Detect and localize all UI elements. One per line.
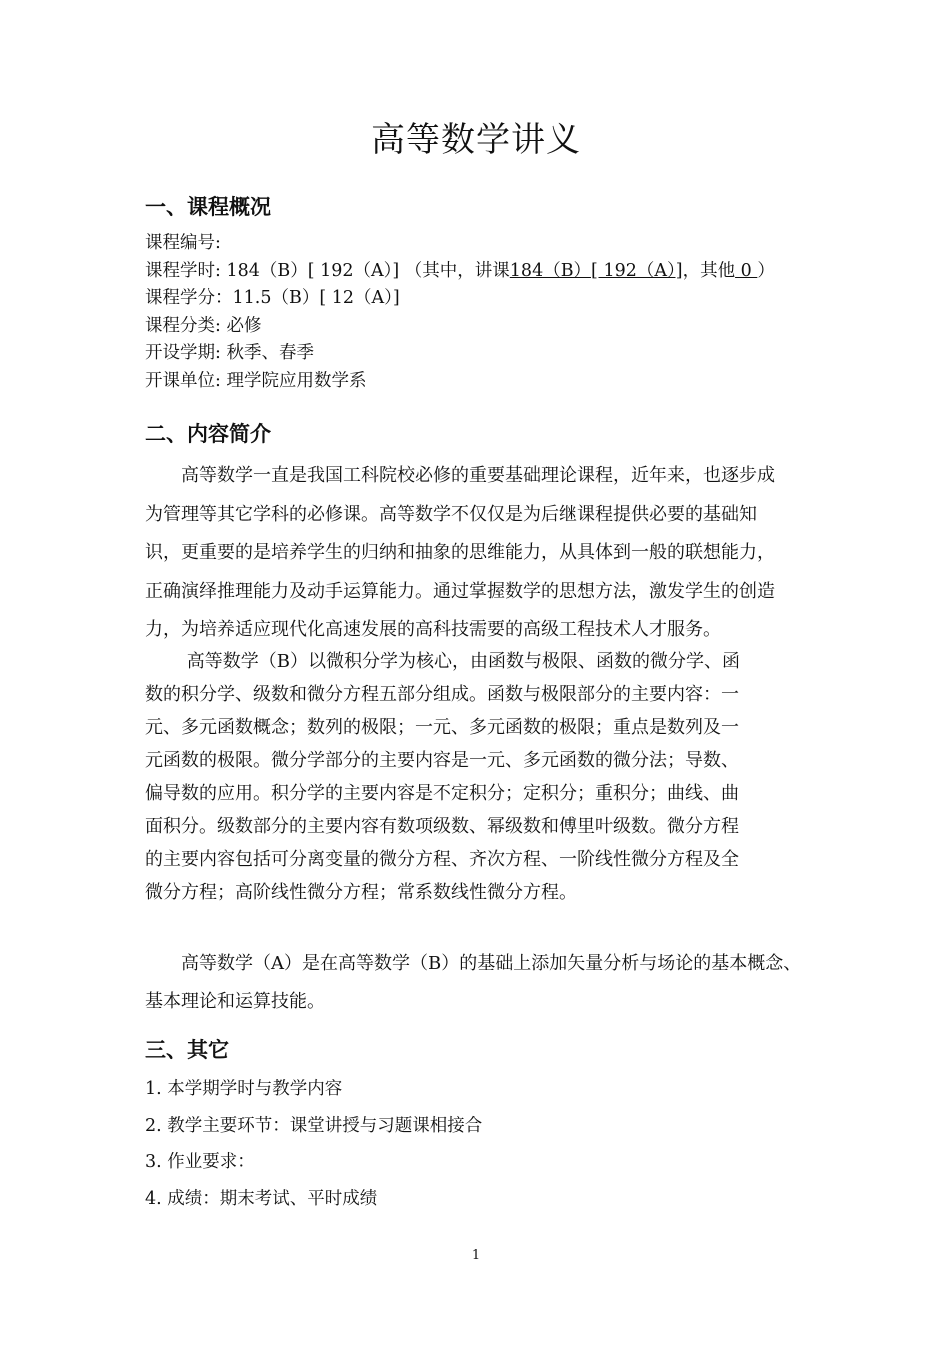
course-info xyxy=(145,230,775,395)
page-number: 1 xyxy=(471,1248,481,1263)
list-item: 3. 作业要求： xyxy=(145,1152,255,1172)
section-heading-overview: 一、课程概况 xyxy=(145,195,271,219)
text-line: 数的积分学、级数和微分方程五部分组成。函数与极限部分的主要内容：一 xyxy=(145,684,739,705)
text-line: 元函数的极限。微分学部分的主要内容是一元、多元函数的微分法；导数、 xyxy=(145,750,739,771)
text-line: 为管理等其它学科的必修课。高等数学不仅仅是为后继课程提供必要的基础知 xyxy=(145,503,757,525)
text-line: 偏导数的应用。积分学的主要内容是不定积分；定积分；重积分；曲线、曲 xyxy=(145,783,739,804)
course-credits: 课程学分：11.5（B）[ 12（A）] xyxy=(145,288,400,308)
summary-paragraph-1 xyxy=(145,457,775,650)
section-heading-other: 三、其它 xyxy=(145,1038,229,1062)
course-hours-suffix: ） xyxy=(757,260,775,281)
text-line: 元、多元函数概念；数列的极限；一元、多元函数的极限；重点是数列及一 xyxy=(145,717,739,738)
text-line: 识，更重要的是培养学生的归纳和抽象的思维能力，从具体到一般的联想能力， xyxy=(145,542,775,563)
other-list xyxy=(145,1071,482,1217)
section-heading-summary: 二、内容简介 xyxy=(145,422,271,446)
course-hours-mid: ，其他 xyxy=(682,260,736,281)
document-title: 高等数学讲义 xyxy=(371,120,581,160)
text-line: 力，为培养适应现代化高速发展的高科技需要的高级工程技术人才服务。 xyxy=(145,619,721,640)
list-item: 2. 教学主要环节：课堂讲授与习题课相接合 xyxy=(145,1115,483,1136)
list-item: 1. 本学期学时与教学内容 xyxy=(145,1079,343,1099)
course-code: 课程编号: xyxy=(145,233,221,253)
text-line: 正确演绎推理能力及动手运算能力。通过掌握数学的思想方法，激发学生的创造 xyxy=(145,580,775,602)
text-line: 的主要内容包括可分离变量的微分方程、齐次方程、一阶线性微分方程及全 xyxy=(145,849,739,870)
course-hours-prefix: 课程学时: 184（B）[ 192（A）] （其中，讲课 xyxy=(145,260,510,281)
summary-paragraph-2 xyxy=(145,645,740,909)
text-line: 高等数学一直是我国工科院校必修的重要基础理论课程，近年来，也逐步成 xyxy=(145,465,775,486)
course-hours xyxy=(145,258,775,286)
course-hours-lecture: 184（B）[ 192（A）] xyxy=(509,260,683,281)
text-line: 基本理论和运算技能。 xyxy=(145,991,325,1012)
course-term: 开设学期: 秋季、春季 xyxy=(145,343,314,363)
text-line: 高等数学（B）以微积分学为核心，由函数与极限、函数的微分学、函 xyxy=(145,651,740,672)
text-line: 面积分。级数部分的主要内容有数项级数、幂级数和傅里叶级数。微分方程 xyxy=(145,816,739,837)
course-hours-other: 0 xyxy=(735,260,758,281)
text-line: 微分方程；高阶线性微分方程；常系数线性微分方程。 xyxy=(145,882,577,903)
text-line: 高等数学（A）是在高等数学（B）的基础上添加矢量分析与场论的基本概念、 xyxy=(145,953,802,974)
summary-paragraph-3 xyxy=(145,945,801,1021)
course-category: 课程分类: 必修 xyxy=(145,315,262,336)
course-unit: 开课单位: 理学院应用数学系 xyxy=(145,370,367,391)
list-item: 4. 成绩：期末考试、平时成绩 xyxy=(145,1188,378,1209)
